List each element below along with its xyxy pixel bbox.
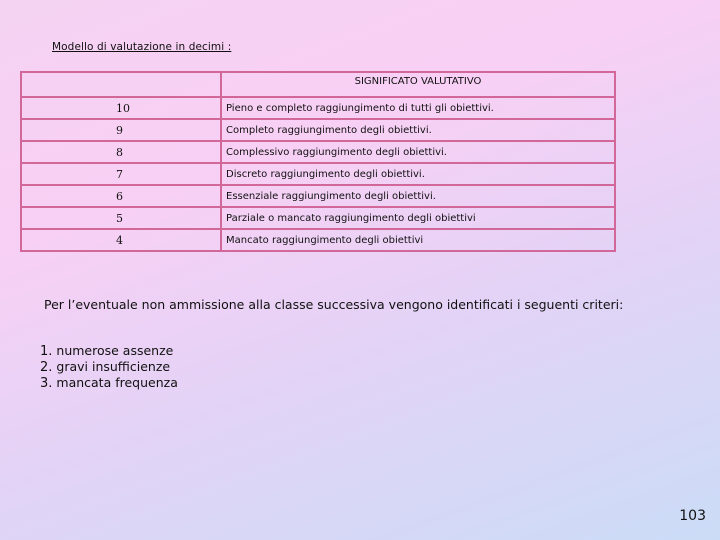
page-heading: Modello di valutazione in decimi :	[52, 41, 232, 53]
list-item	[40, 359, 178, 375]
grade-header-cell	[21, 72, 221, 97]
grade-cell: 7	[21, 163, 221, 185]
description-cell: Complessivo raggiungimento degli obiettivi.	[221, 141, 615, 163]
table-row	[21, 185, 615, 207]
table-header-row	[21, 72, 615, 97]
page-number: 103	[679, 508, 706, 524]
table-row	[21, 207, 615, 229]
description-cell: Pieno e completo raggiungimento di tutti gli obiettivi.	[221, 97, 615, 119]
table-row	[21, 141, 615, 163]
description-cell: Mancato raggiungimento degli obiettivi	[221, 229, 615, 251]
list-number: 1.	[40, 344, 53, 359]
description-cell: Discreto raggiungimento degli obiettivi.	[221, 163, 615, 185]
grade-cell: 9	[21, 119, 221, 141]
grade-cell: 6	[21, 185, 221, 207]
criteria-intro: Per l’eventuale non ammissione alla classe successiva vengono identificati i seguenti criteri:	[44, 297, 624, 312]
description-cell: Completo raggiungimento degli obiettivi.	[221, 119, 615, 141]
list-item	[40, 343, 178, 359]
criteria-list	[40, 343, 178, 391]
grading-table	[20, 71, 616, 252]
table-row	[21, 97, 615, 119]
list-number: 2.	[40, 360, 53, 375]
list-item	[40, 375, 178, 391]
table-row	[21, 229, 615, 251]
table-row	[21, 119, 615, 141]
grade-cell: 4	[21, 229, 221, 251]
list-number: 3.	[40, 376, 53, 391]
table-row	[21, 163, 615, 185]
grade-cell: 8	[21, 141, 221, 163]
grade-cell: 5	[21, 207, 221, 229]
grade-cell: 10	[21, 97, 221, 119]
meaning-header-cell: SIGNIFICATO VALUTATIVO	[221, 72, 615, 97]
list-text: gravi insufficienze	[56, 359, 171, 374]
description-cell: Essenziale raggiungimento degli obiettivi.	[221, 185, 615, 207]
list-text: mancata frequenza	[56, 375, 178, 390]
list-text: numerose assenze	[56, 343, 174, 358]
description-cell: Parziale o mancato raggiungimento degli obiettivi	[221, 207, 615, 229]
